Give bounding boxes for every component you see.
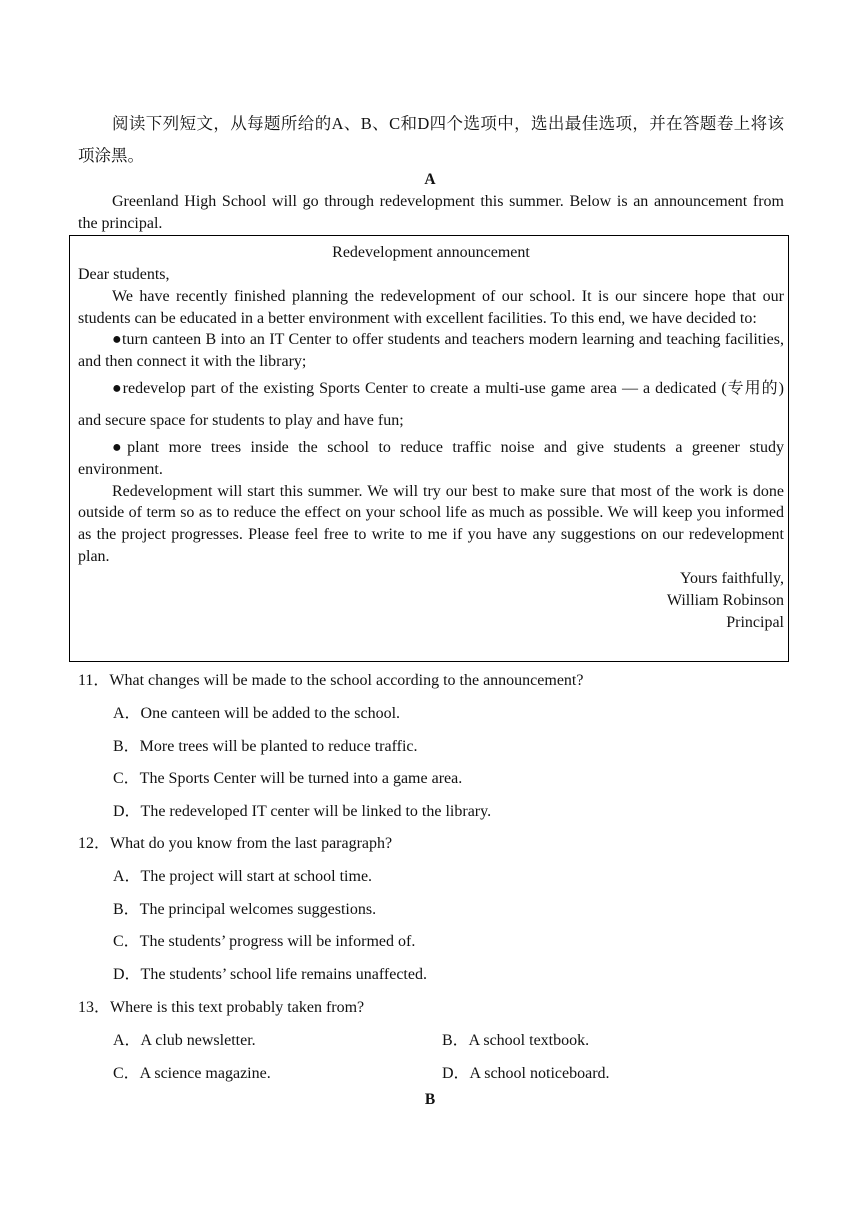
- announcement-bullet-game-area: ●redevelop part of the existing Sports Center to create a multi-use game area — a dedicated (专用的) and secure space for students to play and have fun;: [78, 379, 784, 429]
- announcement-title: Redevelopment announcement: [332, 244, 530, 261]
- question-12-stem: 12．What do you know from the last paragraph?: [78, 835, 393, 852]
- question-12-option-a[interactable]: A．The project will start at school time.: [113, 868, 373, 885]
- announcement-paragraph-2: Redevelopment will start this summer. We will try our best to make sure that most of the work is done outside of term so as to reduce the effect on your school life as much as possible. We will keep you informed as the project progresses. Please feel free to write to me if you have any suggestions on our redevelopment plan.: [78, 482, 784, 565]
- announcement-signature-role: Principal: [726, 613, 784, 631]
- announcement-greeting: Dear students,: [78, 266, 170, 283]
- question-13-option-d[interactable]: D．A school noticeboard.: [442, 1065, 610, 1082]
- question-11-option-a[interactable]: A．One canteen will be added to the school.: [113, 705, 401, 722]
- announcement-signature-name: William Robinson: [666, 591, 784, 609]
- question-11-option-b[interactable]: B．More trees will be planted to reduce traffic.: [113, 738, 418, 755]
- announcement-bullet-it-center: ●turn canteen B into an IT Center to offer students and teachers modern learning and teaching facilities, and then connect it with the library;: [78, 331, 784, 371]
- section-a-heading: A: [424, 171, 436, 188]
- announcement-box: [69, 235, 789, 662]
- question-13-option-a[interactable]: A．A club newsletter.: [113, 1032, 256, 1049]
- reading-instruction: 阅读下列短文，从每题所给的A、B、C和D四个选项中，选出最佳选项，并在答题卷上将该项涂黑。: [78, 114, 784, 165]
- question-12-option-b[interactable]: B．The principal welcomes suggestions.: [113, 901, 377, 918]
- question-11-option-c[interactable]: C．The Sports Center will be turned into a game area.: [113, 770, 463, 787]
- question-11-option-d[interactable]: D．The redeveloped IT center will be linked to the library.: [113, 803, 492, 820]
- question-11-stem: 11．What changes will be made to the school according to the announcement?: [78, 672, 584, 689]
- announcement-closing: Yours faithfully,: [679, 569, 784, 587]
- question-13-option-c[interactable]: C．A science magazine.: [113, 1065, 271, 1082]
- question-13-option-b[interactable]: B．A school textbook.: [442, 1032, 590, 1049]
- question-12-option-d[interactable]: D．The students’ school life remains unaffected.: [113, 966, 427, 983]
- question-13-stem: 13．Where is this text probably taken from?: [78, 999, 365, 1016]
- announcement-bullet-trees: ●plant more trees inside the school to reduce traffic noise and give students a greener study environment.: [78, 438, 784, 478]
- announcement-paragraph-1: We have recently finished planning the redevelopment of our school. It is our sincere hope that our students can be educated in a better environment with excellent facilities. To this end, we have decided to:: [78, 287, 784, 327]
- passage-intro: Greenland High School will go through redevelopment this summer. Below is an announcement from the principal.: [78, 193, 784, 232]
- section-b-heading: B: [424, 1091, 436, 1108]
- question-12-option-c[interactable]: C．The students’ progress will be informed of.: [113, 933, 416, 950]
